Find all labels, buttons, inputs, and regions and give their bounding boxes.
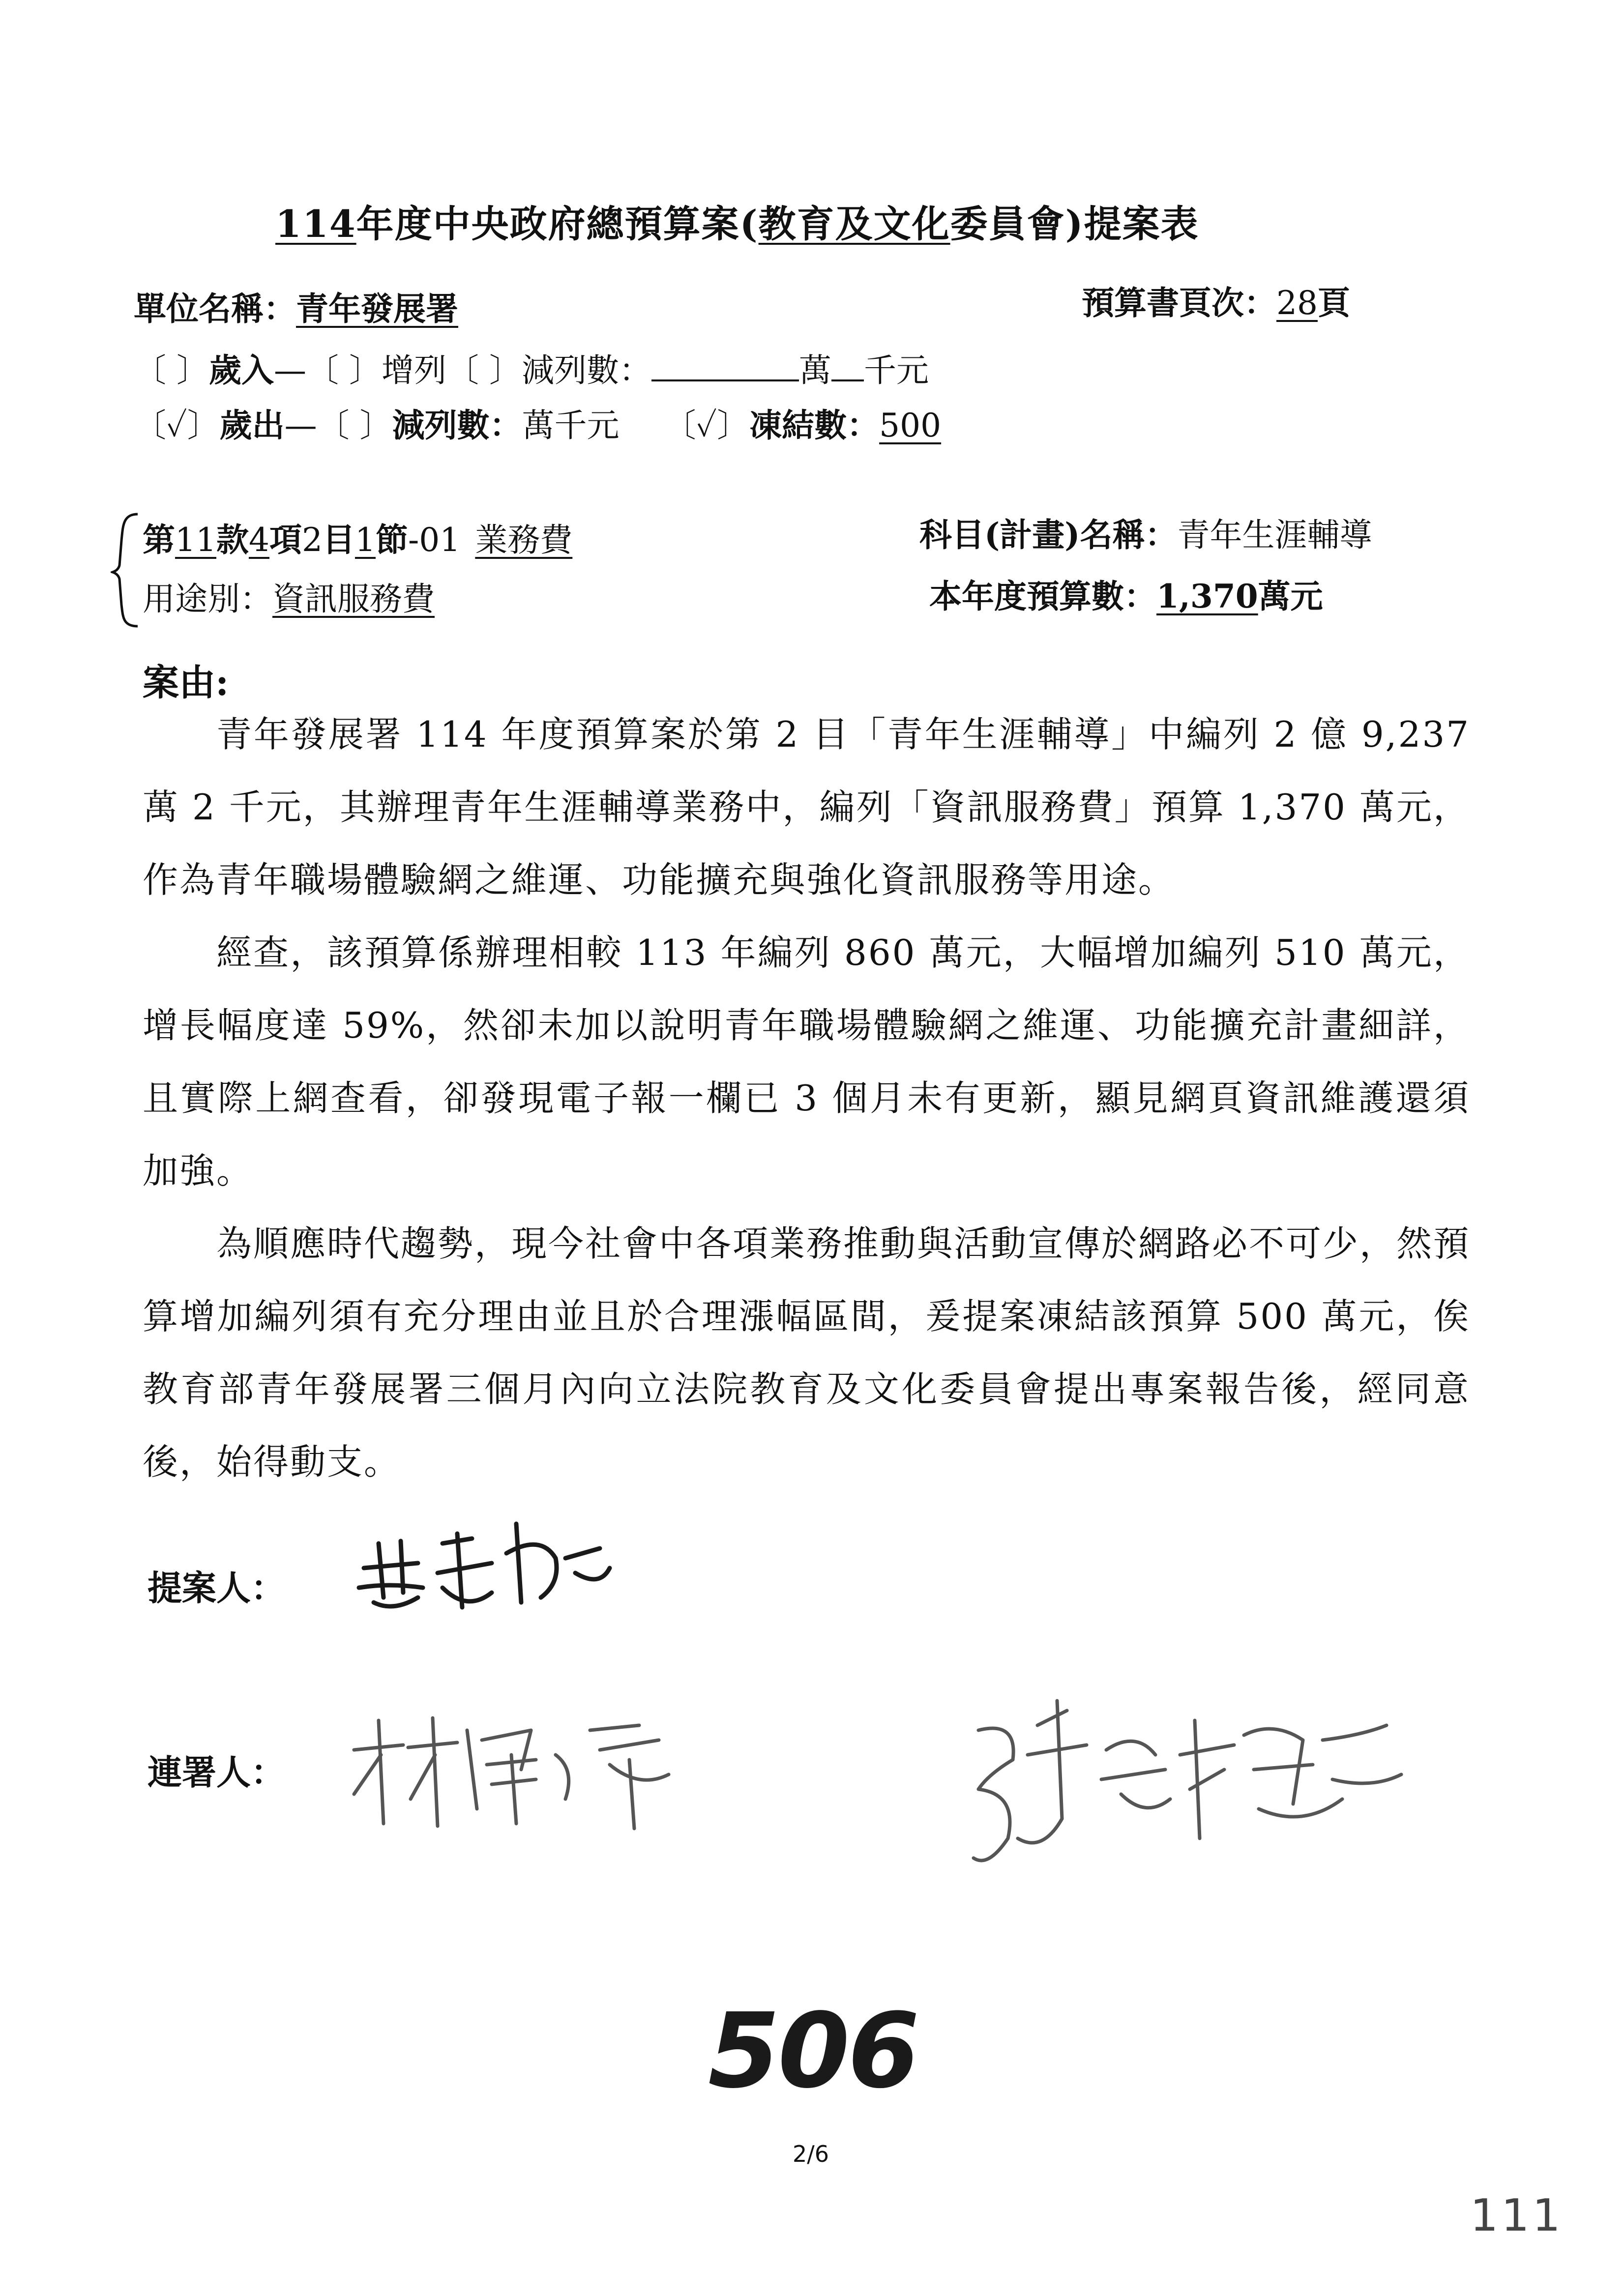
expenditure-dash: — <box>284 407 317 444</box>
expenditure-row <box>134 399 941 446</box>
annual-budget-unit: 萬元 <box>1258 577 1323 615</box>
unit-name-label: 單位名稱： <box>134 290 296 328</box>
budget-page-suffix: 頁 <box>1317 284 1350 322</box>
expenditure-decrease-label: 減列數： <box>392 406 522 444</box>
title-end: 委員會)提案表 <box>950 202 1199 246</box>
usage-value: 資訊服務費 <box>272 580 435 618</box>
annual-budget-label: 本年度預算數： <box>929 577 1156 615</box>
revenue-label: 歲入 <box>208 351 274 389</box>
revenue-qian-yuan-label: 千元 <box>863 351 929 389</box>
title-year: 114 <box>275 202 356 246</box>
expenditure-label: 歲出 <box>219 406 285 444</box>
expenditure-checkbox: 〔✓〕 <box>134 407 220 444</box>
margin-mark: 111 <box>1470 2190 1564 2241</box>
proposer-label: 提案人： <box>148 1568 285 1608</box>
classification-row <box>143 514 572 560</box>
subject-label: 科目(計畫)名稱： <box>919 516 1178 554</box>
revenue-row <box>134 344 929 391</box>
subject-value: 青年生涯輔導 <box>1177 516 1372 554</box>
class-jie: 節 <box>375 521 408 559</box>
subject-row <box>919 509 1372 555</box>
unit-name-value: 青年發展署 <box>296 290 458 328</box>
revenue-increase-checkbox: 〔 〕 <box>306 351 382 389</box>
annual-budget-value: 1,370 <box>1156 577 1258 615</box>
reason-paragraph-2: 經查，該預算係辦理相較 113 年編列 860 萬元，大幅增加編列 510 萬元，增長幅度達 59%，然卻未加以說明青年職場體驗網之維運、功能擴充計畫細詳，且實際上網查看，卻發現電子報一欄已 3 個月未有更新，顯見網頁資訊維護還須加強。 <box>143 932 1470 1192</box>
class-kuan-number: 11 <box>175 521 216 559</box>
revenue-qian-blank <box>831 379 864 381</box>
reason-paragraph-3: 為順應時代趨勢，現今社會中各項業務推動與活動宣傳於網路必不可少，然預算增加編列須有充分理由並且於合理漲幅區間，爰提案凍結該預算 500 萬元，俟教育部青年發展署三個月內向立法院教育及文化委員會提出專案報告後，經同意後，始得動支。 <box>143 1223 1471 1482</box>
title-middle: 年度中央政府總預算案( <box>356 202 759 246</box>
budget-page-value: 28 <box>1276 284 1318 322</box>
budget-page-label: 預算書頁次： <box>1082 284 1276 322</box>
cosigner-label: 連署人： <box>148 1752 285 1793</box>
proposer-signature <box>344 1514 620 1622</box>
freeze-value: 500 <box>879 407 942 444</box>
revenue-increase-label: 增列 <box>381 351 446 389</box>
reason-label: 案由: <box>143 662 229 704</box>
page-number: 2/6 <box>793 2141 829 2167</box>
class-mu: 目 <box>322 521 355 559</box>
reason-body <box>143 698 1470 1498</box>
class-mu-number: 2 <box>301 521 323 559</box>
class-xiang-number: 4 <box>248 521 269 559</box>
freeze-checkbox: 〔✓〕 <box>663 407 750 444</box>
budget-page-row <box>1082 277 1350 323</box>
revenue-checkbox: 〔 〕 <box>134 351 209 389</box>
cosigner-signature-2 <box>959 1691 1426 1888</box>
class-kuan: 款 <box>216 521 249 559</box>
cosigner-signature-1 <box>344 1711 698 1838</box>
revenue-decrease-checkbox: 〔 〕 <box>446 351 522 389</box>
annual-budget-row <box>929 570 1323 617</box>
title-committee: 教育及文化 <box>758 202 950 246</box>
expenditure-decrease-value: 萬千元 <box>522 407 620 444</box>
usage-row <box>143 573 435 619</box>
form-title <box>275 194 1199 248</box>
class-category: 業務費 <box>475 521 573 559</box>
revenue-dash: — <box>273 351 306 389</box>
unit-name-row <box>134 283 458 329</box>
reason-paragraph-1: 青年發展署 114 年度預算案於第 2 目「青年生涯輔導」中編列 2 億 9,237 萬 2 千元，其辦理青年生涯輔導業務中，編列「資訊服務費」預算 1,370 萬元，作為青年職場體驗網之維運、功能擴充與強化資訊服務等用途。 <box>143 714 1470 901</box>
class-xiang: 項 <box>269 521 302 559</box>
usage-label: 用途別： <box>143 580 272 618</box>
expenditure-decrease-checkbox: 〔 〕 <box>317 407 392 444</box>
revenue-wan-label: 萬 <box>798 351 831 389</box>
class-code: -01 <box>408 521 461 559</box>
revenue-decrease-label: 減列數： <box>521 351 651 389</box>
freeze-label: 凍結數： <box>749 406 880 444</box>
class-di: 第 <box>143 521 175 559</box>
handwritten-number: 506 <box>708 1991 918 2111</box>
bracket-mark <box>111 511 140 629</box>
class-jie-number: 1 <box>354 521 376 559</box>
revenue-amount-blank <box>651 379 799 381</box>
